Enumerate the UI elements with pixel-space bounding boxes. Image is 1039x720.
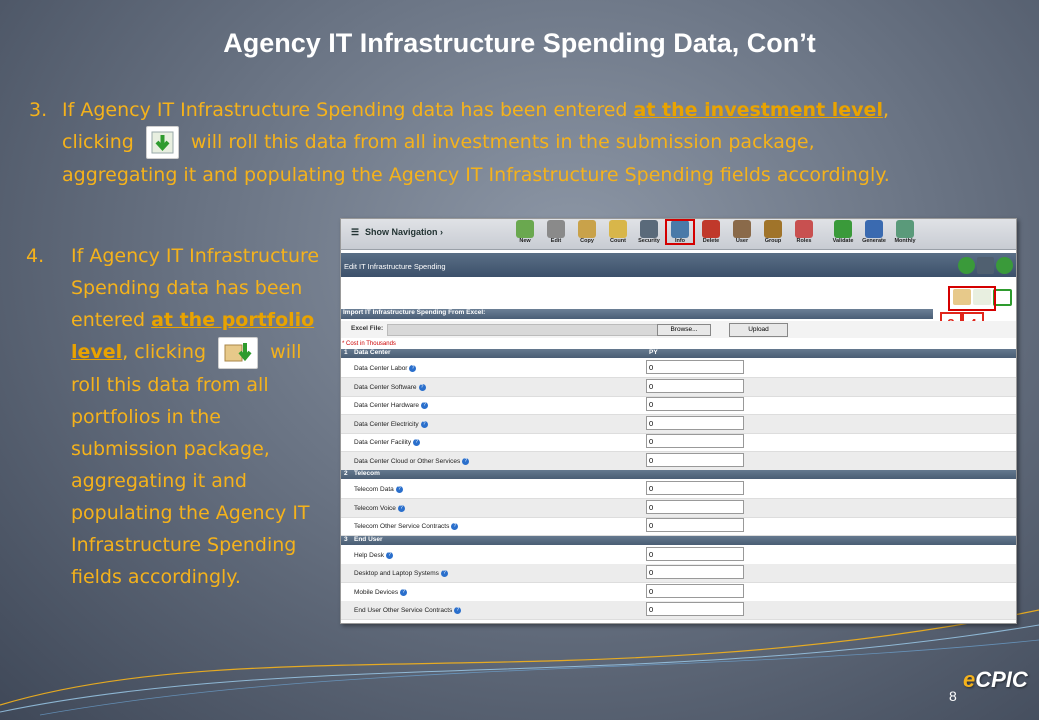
help-icon[interactable]: ?	[421, 421, 428, 428]
field-label-text: Telecom Data	[354, 486, 394, 493]
field-label	[354, 523, 458, 530]
field-label-text: Telecom Voice	[354, 504, 396, 512]
page-number: 8	[949, 688, 957, 704]
form-row	[341, 583, 1016, 602]
cost-note: * Cost in Thousands	[342, 341, 396, 347]
section-number: 1	[344, 349, 348, 356]
monthly-icon	[896, 220, 914, 238]
undo-icon[interactable]	[996, 257, 1013, 274]
toolbar-label: Count	[610, 238, 626, 244]
toolbar-label: Validate	[832, 238, 854, 244]
info-icon	[671, 220, 689, 238]
excel-file-row	[341, 321, 1016, 338]
field-label	[354, 505, 405, 512]
menu-icon: ☰	[351, 227, 360, 237]
toolbar-label: New	[519, 238, 531, 244]
copy-icon	[578, 220, 596, 238]
field-label-text: Data Center Labor	[354, 365, 408, 372]
show-navigation-label: Show Navigation	[365, 227, 438, 237]
group-icon	[764, 220, 782, 238]
delete-icon	[702, 220, 720, 238]
item-3-pre: If Agency IT Infrastructure Spending data has been entered	[62, 99, 634, 121]
form-row	[341, 378, 1016, 397]
new-icon	[516, 220, 534, 238]
toolbar-copy-button[interactable]	[573, 220, 601, 244]
chevron-right-icon: ›	[440, 227, 444, 237]
form-row	[341, 601, 1016, 620]
item-3-mid: , clicking	[62, 99, 889, 153]
item-4-pre: If Agency IT Infrastructure Spending data has been entered	[71, 245, 320, 331]
slide-title: Agency IT Infrastructure Spending Data, Con’t	[223, 28, 816, 58]
excel-file-label: Excel File:	[351, 325, 384, 332]
logo-rest: CPIC	[975, 667, 1028, 692]
help-icon[interactable]: ?	[386, 552, 393, 559]
toolbar-delete-button[interactable]	[697, 220, 725, 244]
form-row	[341, 499, 1016, 518]
rollup-highlight-box	[948, 286, 996, 311]
item-3-number: 3.	[29, 99, 48, 121]
value-input[interactable]: 0	[646, 453, 744, 467]
item-4-mid: , clicking	[122, 341, 213, 363]
rollup-portfolio-icon	[218, 337, 258, 369]
form-row	[341, 396, 1016, 415]
field-label	[354, 402, 428, 409]
field-label-text: Mobile Devices	[354, 588, 399, 596]
ecpic-logo	[963, 667, 1028, 693]
item-3-post: will roll this data from all investments in the submission package, aggregating it and populating the Agency IT Infrastructure Spending fields accordingly.	[62, 131, 890, 186]
form-row	[341, 433, 1016, 452]
toolbar-label: Security	[638, 238, 660, 244]
value-input[interactable]: 0	[646, 500, 744, 514]
toolbar-label: User	[735, 238, 749, 244]
validate-icon	[834, 220, 852, 238]
rollup-investment-icon	[146, 126, 179, 159]
help-icon[interactable]: ?	[419, 384, 426, 391]
toolbar-label: Monthly	[894, 238, 916, 244]
help-icon[interactable]: ?	[396, 486, 403, 493]
section-number: 3	[344, 535, 348, 543]
section-header	[341, 470, 1016, 479]
item-3-highlight: at the investment level	[633, 99, 883, 121]
upload-button[interactable]: Upload	[729, 323, 788, 337]
field-label-text: Telecom Other Service Contracts	[354, 523, 450, 530]
toolbar-generate-button[interactable]	[860, 220, 888, 244]
import-bar: Import IT Infrastructure Spending From Excel:	[341, 309, 933, 319]
toolbar-user-button[interactable]	[728, 220, 756, 244]
roles-icon	[795, 220, 813, 238]
toolbar-new-button[interactable]	[511, 220, 539, 244]
section-header	[341, 349, 1016, 358]
section-title: Data Center	[354, 349, 391, 356]
ecpic-screenshot	[340, 218, 1017, 624]
item-3-text	[29, 94, 909, 191]
form-row	[341, 480, 1016, 499]
item-4-number: 4.	[26, 245, 45, 267]
help-icon[interactable]: ?	[462, 458, 469, 465]
field-label-text: Data Center Software	[354, 383, 417, 391]
item-4-post: will roll this data from all portfolios in the submission package, aggregating it and populating the Agency IT Infrastructure Spending fields accordingly.	[71, 341, 310, 588]
help-icon[interactable]: ?	[421, 402, 428, 409]
form-row	[341, 517, 1016, 536]
help-icon[interactable]: ?	[398, 505, 405, 512]
edit-icon	[547, 220, 565, 238]
toolbar-security-button[interactable]	[635, 220, 663, 244]
toolbar-label: Generate	[862, 238, 886, 244]
field-label-text: Help Desk	[354, 551, 384, 559]
field-label	[354, 365, 416, 372]
field-label	[354, 589, 407, 596]
field-label	[354, 458, 469, 465]
field-label	[354, 421, 428, 428]
toolbar-label: Group	[764, 238, 782, 244]
user-icon	[733, 220, 751, 238]
toolbar-label: Roles	[796, 238, 812, 244]
toolbar-label: Delete	[702, 238, 720, 244]
section-title: Telecom	[354, 470, 380, 477]
help-icon[interactable]: ?	[413, 439, 420, 446]
browse-button[interactable]: Browse...	[657, 324, 711, 336]
field-label-text: End User Other Service Contracts	[354, 607, 453, 614]
toolbar-label: Copy	[580, 238, 594, 244]
help-icon[interactable]: ?	[441, 570, 448, 577]
show-navigation-button[interactable]	[351, 227, 443, 238]
field-label	[354, 607, 461, 614]
security-icon	[640, 220, 658, 238]
value-input[interactable]: 0	[646, 518, 744, 532]
form-row	[341, 546, 1016, 565]
form-row	[341, 359, 1016, 378]
toolbar-count-button[interactable]	[604, 220, 632, 244]
value-input[interactable]: 0	[646, 602, 744, 616]
value-input[interactable]: 0	[646, 397, 744, 411]
toolbar-label: Info	[674, 238, 686, 244]
field-label-text: Desktop and Laptop Systems	[354, 570, 439, 577]
field-label-text: Data Center Electricity	[354, 420, 419, 428]
logo-e: e	[963, 667, 976, 692]
edit-bar: Edit IT Infrastructure Spending	[341, 253, 1016, 277]
field-label	[354, 384, 426, 391]
section-header	[341, 536, 1016, 545]
value-input[interactable]: 0	[646, 547, 744, 561]
field-label	[354, 552, 393, 559]
value-input[interactable]: 0	[646, 379, 744, 393]
item-4-text	[26, 240, 331, 593]
toolbar-roles-button[interactable]	[790, 220, 818, 244]
value-input[interactable]: 0	[646, 584, 744, 598]
value-input[interactable]: 0	[646, 565, 744, 579]
form-row	[341, 564, 1016, 583]
count-icon	[609, 220, 627, 238]
field-label-text: Data Center Hardware	[354, 402, 420, 409]
value-input[interactable]: 0	[646, 416, 744, 430]
value-input[interactable]: 0	[646, 481, 744, 495]
excel-file-input[interactable]	[387, 324, 659, 336]
form-row	[341, 452, 1016, 471]
value-input[interactable]: 0	[646, 360, 744, 374]
save-icon[interactable]	[977, 257, 994, 274]
form-row	[341, 415, 1016, 434]
help-icon[interactable]: ?	[409, 365, 416, 372]
help-icon[interactable]: ?	[451, 523, 458, 530]
section-title: End User	[354, 535, 383, 543]
toolbar-group-button[interactable]	[759, 220, 787, 244]
toolbar-validate-button[interactable]	[829, 220, 857, 244]
toolbar-monthly-button[interactable]	[891, 220, 919, 244]
py-column-header: PY	[649, 349, 658, 356]
item-4-highlight: at the portfolio level	[71, 309, 315, 363]
field-label-text: Data Center Cloud or Other Services	[354, 457, 461, 465]
toolbar-info-button[interactable]	[666, 220, 694, 244]
field-label-text: Data Center Facility	[354, 439, 412, 446]
edit-actions	[956, 257, 1013, 275]
value-input[interactable]: 0	[646, 434, 744, 448]
field-label	[354, 570, 448, 577]
back-icon[interactable]	[958, 257, 975, 274]
generate-icon	[865, 220, 883, 238]
toolbar-label: Edit	[550, 238, 562, 244]
help-icon[interactable]: ?	[454, 607, 461, 614]
field-label	[354, 439, 420, 446]
section-number: 2	[344, 470, 348, 477]
toolbar	[341, 219, 1016, 250]
help-icon[interactable]: ?	[400, 589, 407, 596]
toolbar-edit-button[interactable]	[542, 220, 570, 244]
field-label	[354, 486, 403, 493]
